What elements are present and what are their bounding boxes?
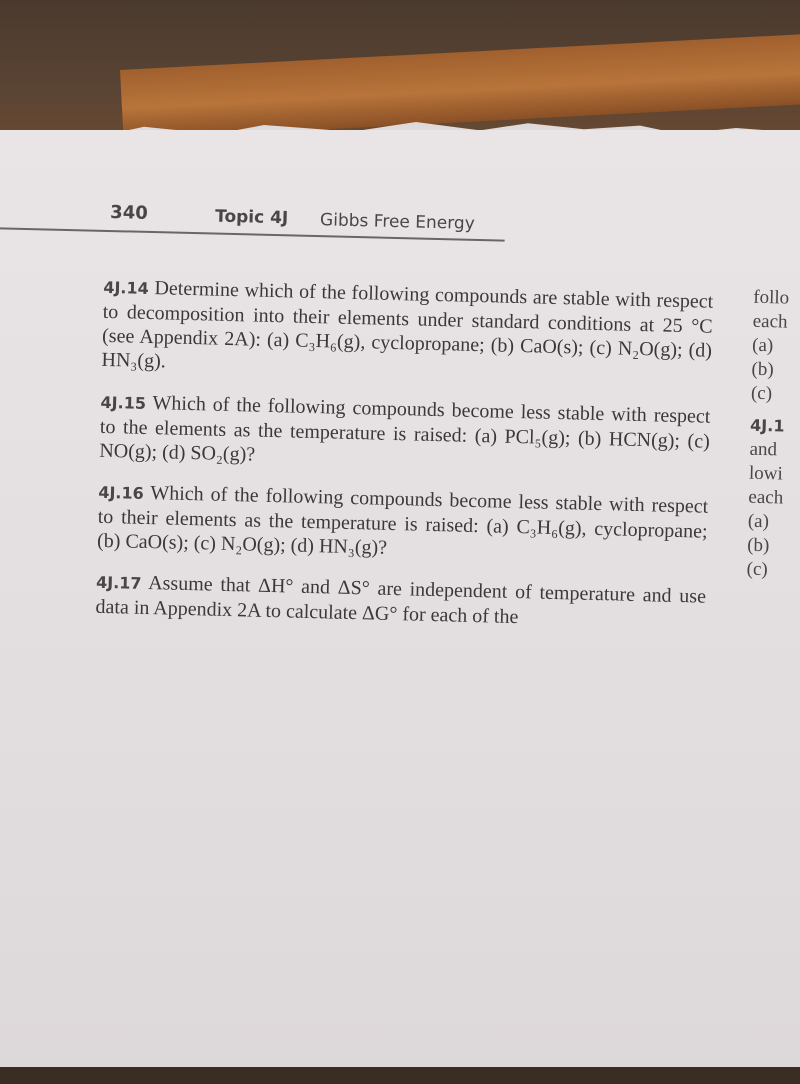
margin-text: each — [748, 486, 784, 509]
margin-text: (b) — [746, 534, 770, 557]
margin-text: each — [752, 310, 788, 333]
margin-text: (c) — [746, 558, 769, 581]
problem-number: 4J.15 — [100, 392, 147, 413]
margin-text: follo — [753, 286, 790, 309]
margin-text: and — [749, 438, 778, 461]
problem-4j15 — [99, 390, 711, 478]
topic-title: Gibbs Free Energy — [319, 210, 476, 234]
margin-text: 4J.1 — [749, 415, 785, 436]
problem-number: 4J.17 — [95, 572, 142, 593]
topic-label: Topic 4J — [214, 206, 289, 229]
problem-text: Assume that ΔH° and ΔS° are independent of temperature and use data in Appendix 2A to calculate ΔG° for each of the — [95, 572, 707, 629]
problem-4j16 — [97, 480, 709, 568]
textbook-page — [0, 130, 800, 1067]
page-content — [0, 127, 800, 1083]
problem-number: 4J.14 — [103, 277, 150, 298]
problem-text: Which of the following compounds become less stable with respect to their elements as the temperature is raised: (a) C₃H₆(g), cyclopropane; (b) CaO(s); (c) N₂O(g); (d) HN₃(g)? — [96, 482, 709, 559]
margin-text: lowi — [748, 462, 784, 485]
problem-text: Which of the following compounds become less stable with respect to the elements as the temperature is raised: (a) PCl₅(g); (b) HCN(g); (c) NO(g); (d) SO₂(g)? — [99, 392, 711, 466]
problem-text: Determine which of the following compounds are stable with respect to decomposition into their elements under standard conditions at 25 °C (see Appendix 2A): (a) C₃H₆(g), cyclopropane; (b) CaO(s); (c) N₂O(g); (d) HN₃(g). — [101, 277, 714, 373]
margin-text: (b) — [751, 358, 774, 381]
problem-4j14 — [101, 275, 713, 387]
right-margin-column — [746, 286, 800, 583]
page-number: 340 — [109, 202, 149, 224]
problem-number: 4J.16 — [98, 482, 144, 503]
margin-text: (a) — [751, 334, 774, 357]
margin-text: (c) — [750, 382, 773, 405]
problem-4j17 — [95, 570, 706, 634]
margin-text: (a) — [747, 510, 770, 533]
